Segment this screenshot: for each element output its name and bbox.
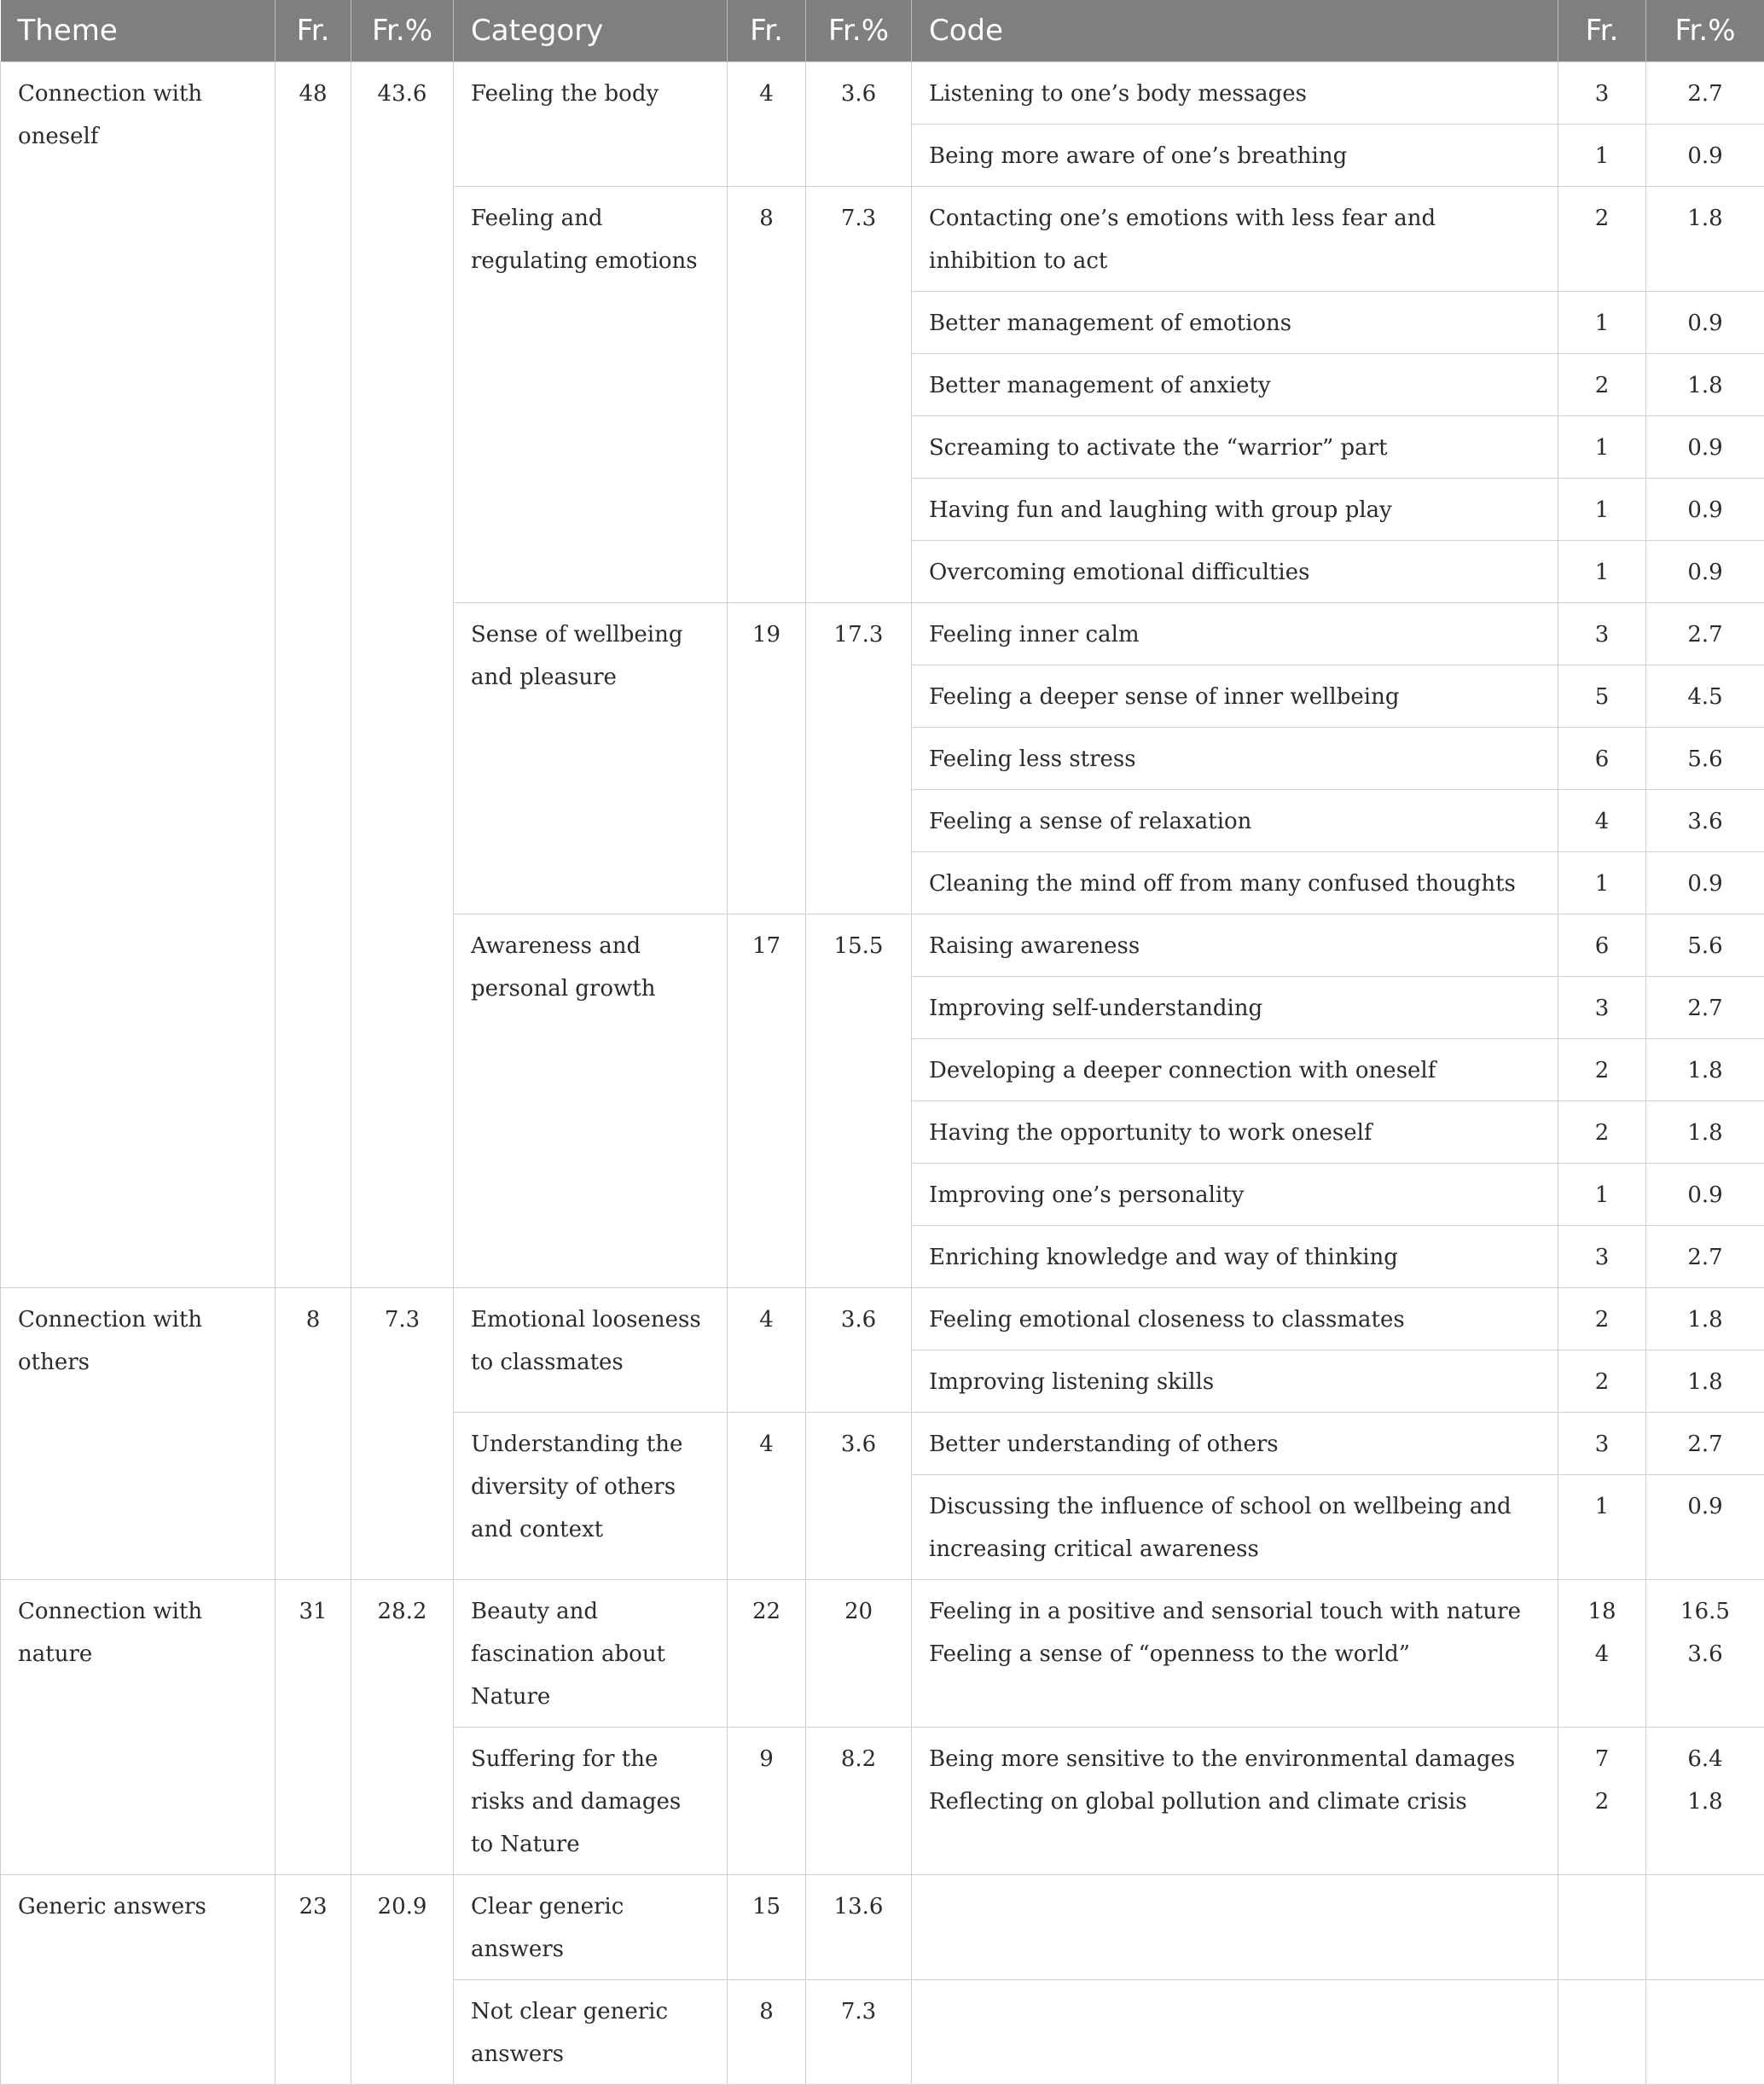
code-percent (1646, 1980, 1764, 2085)
category-name: Emotional looseness to classmates (454, 1288, 728, 1413)
code-frequency: 2 (1558, 1350, 1646, 1413)
category-percent: 3.6 (806, 1288, 912, 1413)
code-frequency-line: 4 (1562, 1633, 1642, 1676)
header-theme-frequency: Fr. (276, 0, 351, 62)
theme-name: Generic answers (1, 1875, 276, 2085)
category-frequency: 8 (728, 187, 806, 603)
code-frequency: 1 (1558, 852, 1646, 915)
code-frequency-line: 18 (1562, 1590, 1642, 1633)
code-frequency: 3 (1558, 1226, 1646, 1288)
code-frequency: 1 (1558, 541, 1646, 603)
code-text (912, 1875, 1558, 1980)
category-frequency: 15 (728, 1875, 806, 1980)
table-header-row (1, 0, 1764, 62)
code-frequency: 6 (1558, 728, 1646, 790)
category-frequency: 17 (728, 915, 806, 1288)
header-category-percent: Fr.% (806, 0, 912, 62)
code-percent: 3.6 (1646, 790, 1764, 852)
code-text: Cleaning the mind off from many confused thoughts (912, 852, 1558, 915)
code-percent: 5.6 (1646, 728, 1764, 790)
theme-frequency: 8 (276, 1288, 351, 1580)
code-frequency: 3 (1558, 1413, 1646, 1475)
code-text (912, 1728, 1558, 1875)
code-frequency: 2 (1558, 1039, 1646, 1101)
code-percent: 0.9 (1646, 292, 1764, 354)
code-percent: 0.9 (1646, 1475, 1764, 1580)
category-frequency: 8 (728, 1980, 806, 2085)
code-frequency (1558, 1875, 1646, 1980)
code-frequency: 1 (1558, 416, 1646, 479)
code-percent: 2.7 (1646, 603, 1764, 665)
theme-frequency: 23 (276, 1875, 351, 2085)
code-text: Listening to one’s body messages (912, 62, 1558, 125)
category-percent: 20 (806, 1580, 912, 1728)
code-frequency (1558, 1728, 1646, 1875)
theme-percent: 7.3 (351, 1288, 454, 1580)
code-frequency-line: 7 (1562, 1738, 1642, 1780)
category-frequency: 4 (728, 62, 806, 187)
code-frequency: 2 (1558, 187, 1646, 292)
header-theme-percent: Fr.% (351, 0, 454, 62)
code-text: Having fun and laughing with group play (912, 479, 1558, 541)
category-frequency: 19 (728, 603, 806, 915)
code-line: Feeling a sense of “openness to the world” (929, 1633, 1547, 1676)
code-percent: 2.7 (1646, 1226, 1764, 1288)
code-text: Overcoming emotional difficulties (912, 541, 1558, 603)
code-frequency: 3 (1558, 603, 1646, 665)
category-percent: 17.3 (806, 603, 912, 915)
code-frequency: 1 (1558, 125, 1646, 187)
code-percent-line: 1.8 (1650, 1780, 1761, 1823)
code-percent (1646, 1728, 1764, 1875)
code-percent: 0.9 (1646, 1164, 1764, 1226)
theme-name: Connection with oneself (1, 62, 276, 1288)
code-percent: 1.8 (1646, 1101, 1764, 1164)
code-text: Contacting one’s emotions with less fear and inhibition to act (912, 187, 1558, 292)
header-category-frequency: Fr. (728, 0, 806, 62)
code-percent: 2.7 (1646, 1413, 1764, 1475)
code-percent: 2.7 (1646, 62, 1764, 125)
category-percent: 8.2 (806, 1728, 912, 1875)
category-frequency: 9 (728, 1728, 806, 1875)
theme-percent: 43.6 (351, 62, 454, 1288)
code-frequency: 1 (1558, 1475, 1646, 1580)
code-percent (1646, 1580, 1764, 1728)
code-frequency: 1 (1558, 479, 1646, 541)
header-code-frequency: Fr. (1558, 0, 1646, 62)
code-text (912, 1580, 1558, 1728)
header-theme: Theme (1, 0, 276, 62)
code-percent: 4.5 (1646, 665, 1764, 728)
code-text: Improving listening skills (912, 1350, 1558, 1413)
code-percent: 5.6 (1646, 915, 1764, 977)
code-percent: 2.7 (1646, 977, 1764, 1039)
category-name: Sense of wellbeing and pleasure (454, 603, 728, 915)
category-percent: 3.6 (806, 62, 912, 187)
theme-frequency: 31 (276, 1580, 351, 1875)
code-text: Better understanding of others (912, 1413, 1558, 1475)
code-text: Improving self-understanding (912, 977, 1558, 1039)
category-percent: 13.6 (806, 1875, 912, 1980)
category-percent: 15.5 (806, 915, 912, 1288)
category-frequency: 4 (728, 1288, 806, 1413)
header-category: Category (454, 0, 728, 62)
code-frequency: 3 (1558, 977, 1646, 1039)
code-text: Improving one’s personality (912, 1164, 1558, 1226)
code-percent-line: 16.5 (1650, 1590, 1761, 1633)
table-row (1, 1580, 1764, 1728)
table-row (1, 1288, 1764, 1350)
code-text: Having the opportunity to work oneself (912, 1101, 1558, 1164)
category-name: Feeling the body (454, 62, 728, 187)
code-frequency: 1 (1558, 292, 1646, 354)
code-text: Better management of emotions (912, 292, 1558, 354)
code-text: Feeling emotional closeness to classmates (912, 1288, 1558, 1350)
code-line: Being more sensitive to the environmental damages (929, 1738, 1547, 1780)
code-text: Feeling a sense of relaxation (912, 790, 1558, 852)
code-text: Better management of anxiety (912, 354, 1558, 416)
category-frequency: 4 (728, 1413, 806, 1580)
table-row (1, 62, 1764, 125)
code-text: Discussing the influence of school on wellbeing and increasing critical awareness (912, 1475, 1558, 1580)
code-percent-line: 3.6 (1650, 1633, 1761, 1676)
header-code-percent: Fr.% (1646, 0, 1764, 62)
code-text: Enriching knowledge and way of thinking (912, 1226, 1558, 1288)
code-percent-line: 6.4 (1650, 1738, 1761, 1780)
code-line: Reflecting on global pollution and climate crisis (929, 1780, 1547, 1823)
theme-name: Connection with nature (1, 1580, 276, 1875)
code-text: Developing a deeper connection with oneself (912, 1039, 1558, 1101)
theme-name: Connection with others (1, 1288, 276, 1580)
theme-percent: 28.2 (351, 1580, 454, 1875)
code-text: Feeling a deeper sense of inner wellbeing (912, 665, 1558, 728)
category-percent: 7.3 (806, 187, 912, 603)
table-row (1, 1875, 1764, 1980)
theme-percent: 20.9 (351, 1875, 454, 2085)
category-name: Suffering for the risks and damages to Nature (454, 1728, 728, 1875)
category-name: Clear generic answers (454, 1875, 728, 1980)
code-frequency: 2 (1558, 354, 1646, 416)
code-text: Screaming to activate the “warrior” part (912, 416, 1558, 479)
code-frequency: 2 (1558, 1101, 1646, 1164)
code-percent: 0.9 (1646, 852, 1764, 915)
code-frequency: 3 (1558, 62, 1646, 125)
code-percent: 1.8 (1646, 354, 1764, 416)
table-body (1, 62, 1764, 2085)
code-percent: 1.8 (1646, 1039, 1764, 1101)
category-percent: 3.6 (806, 1413, 912, 1580)
code-percent: 0.9 (1646, 479, 1764, 541)
header-code: Code (912, 0, 1558, 62)
category-frequency: 22 (728, 1580, 806, 1728)
code-frequency: 2 (1558, 1288, 1646, 1350)
code-percent: 0.9 (1646, 416, 1764, 479)
code-frequency (1558, 1980, 1646, 2085)
code-frequency-line: 2 (1562, 1780, 1642, 1823)
code-frequency (1558, 1580, 1646, 1728)
category-name: Awareness and personal growth (454, 915, 728, 1288)
code-frequency: 6 (1558, 915, 1646, 977)
code-percent: 1.8 (1646, 187, 1764, 292)
theme-frequency: 48 (276, 62, 351, 1288)
code-text: Feeling less stress (912, 728, 1558, 790)
code-text (912, 1980, 1558, 2085)
code-frequency: 4 (1558, 790, 1646, 852)
code-percent: 0.9 (1646, 125, 1764, 187)
category-name: Beauty and fascination about Nature (454, 1580, 728, 1728)
code-text: Feeling inner calm (912, 603, 1558, 665)
code-percent: 1.8 (1646, 1350, 1764, 1413)
code-text: Being more aware of one’s breathing (912, 125, 1558, 187)
code-text: Raising awareness (912, 915, 1558, 977)
code-percent: 0.9 (1646, 541, 1764, 603)
code-percent: 1.8 (1646, 1288, 1764, 1350)
code-frequency: 5 (1558, 665, 1646, 728)
code-percent (1646, 1875, 1764, 1980)
code-line: Feeling in a positive and sensorial touch with nature (929, 1590, 1547, 1633)
category-percent: 7.3 (806, 1980, 912, 2085)
category-name: Feeling and regulating emotions (454, 187, 728, 603)
category-name: Understanding the diversity of others and context (454, 1413, 728, 1580)
code-frequency: 1 (1558, 1164, 1646, 1226)
category-name: Not clear generic answers (454, 1980, 728, 2085)
